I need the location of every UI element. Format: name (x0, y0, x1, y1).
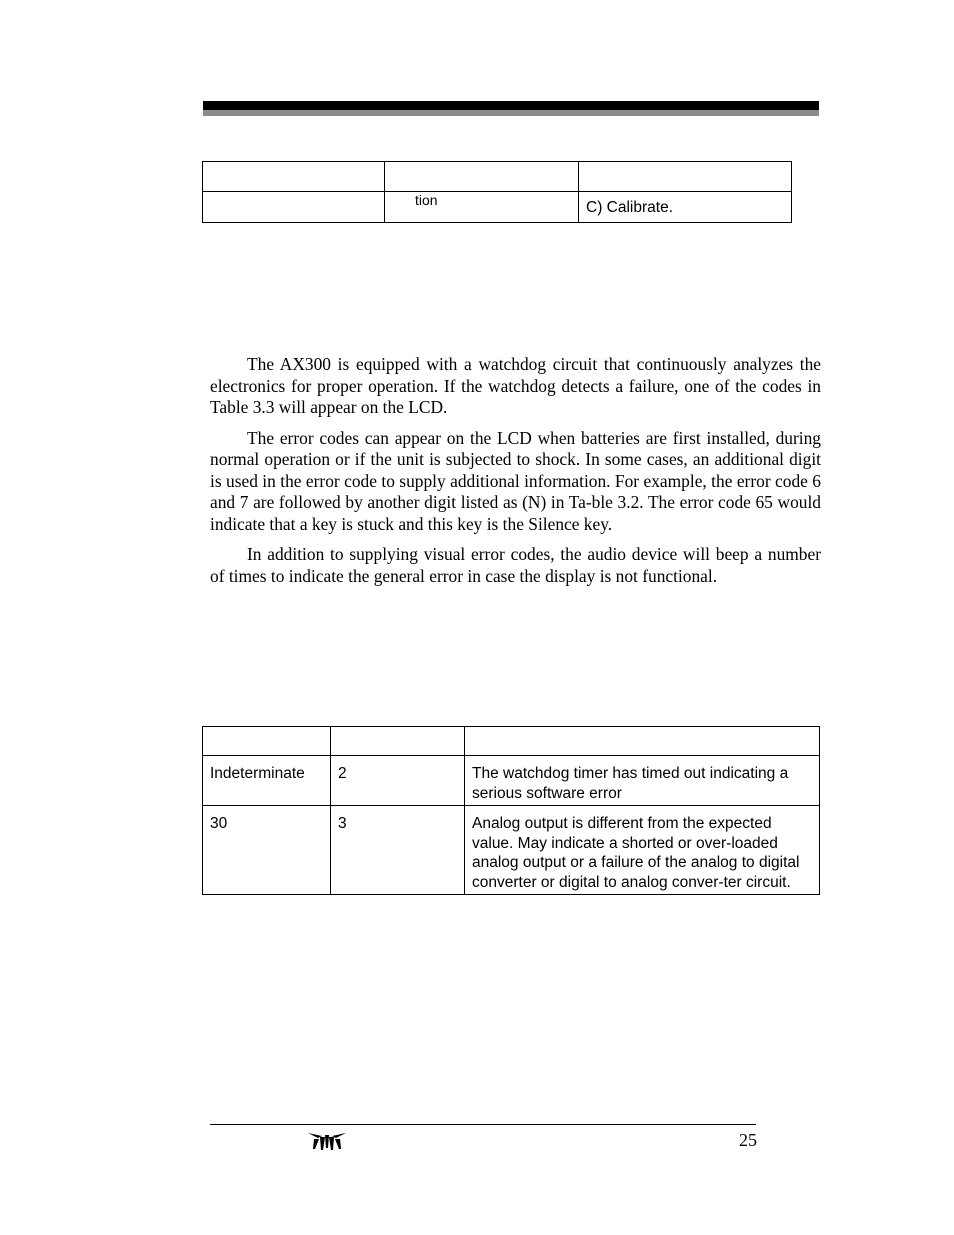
teledyne-logo-icon (308, 1130, 346, 1152)
table-cell (203, 162, 385, 192)
table-row (203, 192, 792, 223)
table-cell (385, 162, 579, 192)
beep-count-cell: 3 (331, 806, 465, 895)
table-row (203, 756, 820, 806)
header-rule (203, 101, 819, 110)
table-cell: C) Calibrate. (579, 192, 792, 223)
table-header-row (203, 727, 820, 756)
paragraph: The AX300 is equipped with a watchdog circuit that continuously analyzes the electronics for proper operation. If the watchdog detects a failure, one of the codes in Table 3.3 will appear on the LCD. (210, 354, 821, 417)
top-table (202, 161, 792, 223)
table-header-cell (203, 727, 331, 756)
error-code-cell: Indeterminate (203, 756, 331, 806)
footer-rule (210, 1124, 756, 1125)
page-number: 25 (739, 1130, 757, 1150)
body-text (210, 354, 821, 596)
beep-count-cell: 2 (331, 756, 465, 806)
paragraph: In addition to supplying visual error codes, the audio device will beep a number of times to indicate the general error in case the display is not functional. (210, 544, 821, 586)
table-cell (579, 162, 792, 192)
table-row (203, 806, 820, 895)
description-cell: Analog output is different from the expected value. May indicate a shorted or over-loaded analog output or a failure of the analog to digital converter or digital to analog conver-ter circuit. (465, 806, 820, 895)
header-rule-shadow (203, 110, 819, 116)
error-codes-table (202, 726, 820, 895)
table-header-cell (331, 727, 465, 756)
table-cell: tion (385, 192, 579, 223)
table-header-cell (465, 727, 820, 756)
paragraph: The error codes can appear on the LCD when batteries are first installed, during normal operation or if the unit is subjected to shock. In some cases, an additional digit is used in the error code to supply additional information. For example, the error code 6 and 7 are followed by another digit listed as (N) in Ta-ble 3.2. The error code 65 would indicate that a key is stuck and this key is the Silence key. (210, 427, 821, 534)
description-cell: The watchdog timer has timed out indicating a serious software error (465, 756, 820, 806)
table-row (203, 162, 792, 192)
table-cell (203, 192, 385, 223)
error-code-cell: 30 (203, 806, 331, 895)
